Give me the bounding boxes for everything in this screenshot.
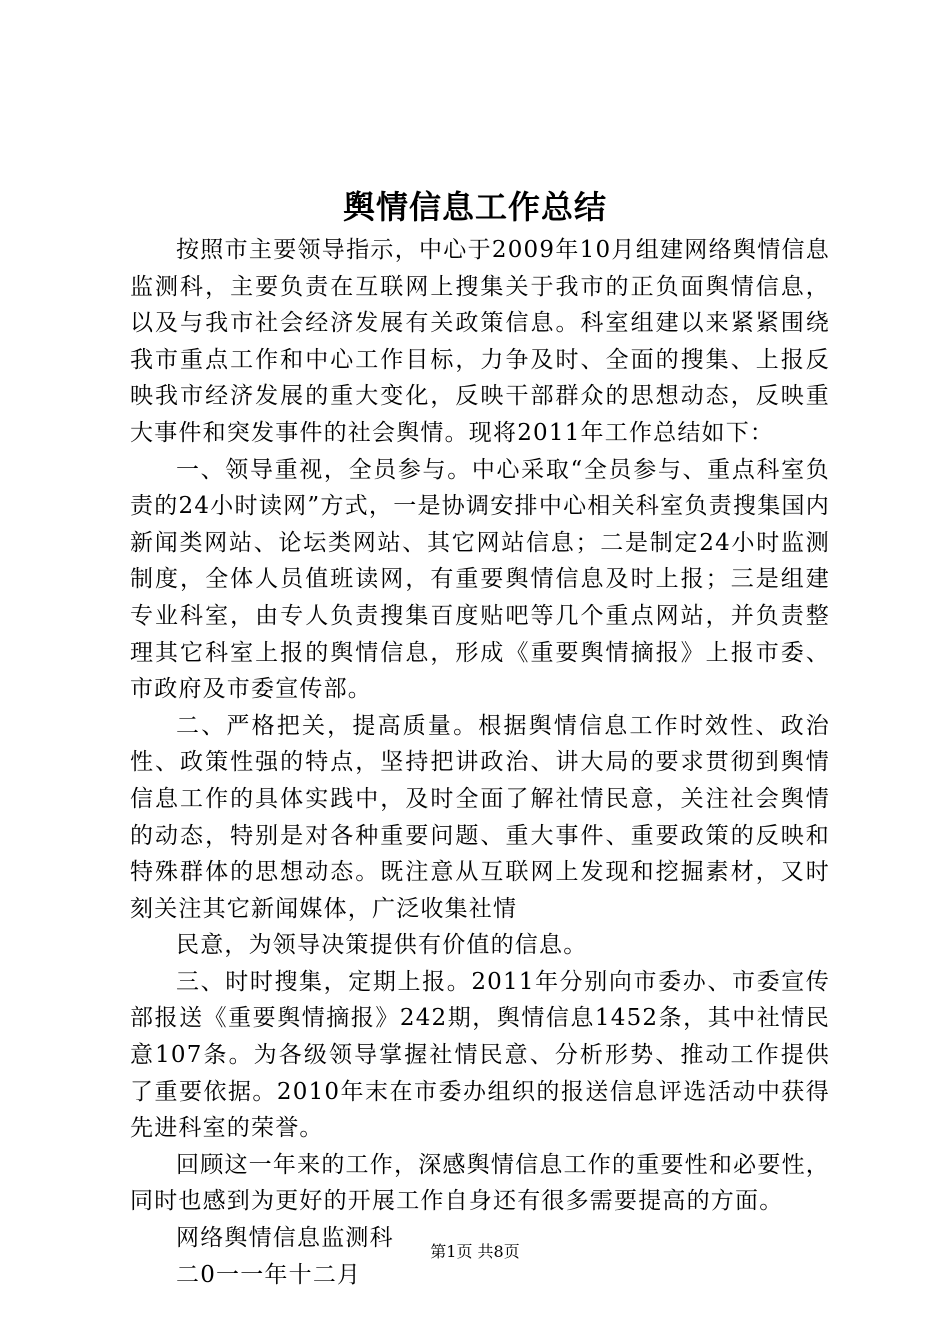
signature-date: 二0一一年十二月 (176, 1261, 362, 1288)
page-number-footer: 第1页 共8页 (430, 1242, 520, 1261)
paragraph-review: 回顾这一年来的工作，深感舆情信息工作的重要性和必要性，同时也感到为更好的开展工作自身还有很多需要提高的方面。 (130, 1151, 830, 1215)
paragraph-section-2-continued: 民意，为领导决策提供有价值的信息。 (176, 932, 588, 959)
signature-department: 网络舆情信息监测科 (176, 1225, 394, 1252)
document-body (130, 232, 830, 1293)
paragraph-section-3: 三、时时搜集，定期上报。2011年分别向市委办、市委宣传部报送《重要舆情摘报》242期，舆情信息1452条，其中社情民意107条。为各级领导掌握社情民意、分析形势、推动工作提供了重要依据。2010年末在市委办组织的报送信息评选活动中获得先进科室的荣誉。 (130, 968, 830, 1142)
document-title: 舆情信息工作总结 (342, 188, 607, 226)
paragraph-section-2: 二、严格把关，提高质量。根据舆情信息工作时效性、政治性、政策性强的特点，坚持把讲政治、讲大局的要求贯彻到舆情信息工作的具体实践中，及时全面了解社情民意，关注社会舆情的动态，特别是对各种重要问题、重大事件、重要政策的反映和特殊群体的思想动态。既注意从互联网上发现和挖掘素材，又时刻关注其它新闻媒体，广泛收集社情 (130, 712, 830, 922)
paragraph-intro: 按照市主要领导指示，中心于2009年10月组建网络舆情信息监测科，主要负责在互联网上搜集关于我市的正负面舆情信息，以及与我市社会经济发展有关政策信息。科室组建以来紧紧围绕我市重点工作和中心工作目标，力争及时、全面的搜集、上报反映我市经济发展的重大变化，反映干部群众的思想动态，反映重大事件和突发事件的社会舆情。现将2011年工作总结如下： (130, 237, 830, 446)
paragraph-section-1: 一、领导重视，全员参与。中心采取“全员参与、重点科室负责的24小时读网”方式，一是协调安排中心相关科室负责搜集国内新闻类网站、论坛类网站、其它网站信息；二是制定24小时监测制度，全体人员值班读网，有重要舆情信息及时上报；三是组建专业科室，由专人负责搜集百度贴吧等几个重点网站，并负责整理其它科室上报的舆情信息，形成《重要舆情摘报》上报市委、市政府及市委宣传部。 (130, 456, 830, 703)
